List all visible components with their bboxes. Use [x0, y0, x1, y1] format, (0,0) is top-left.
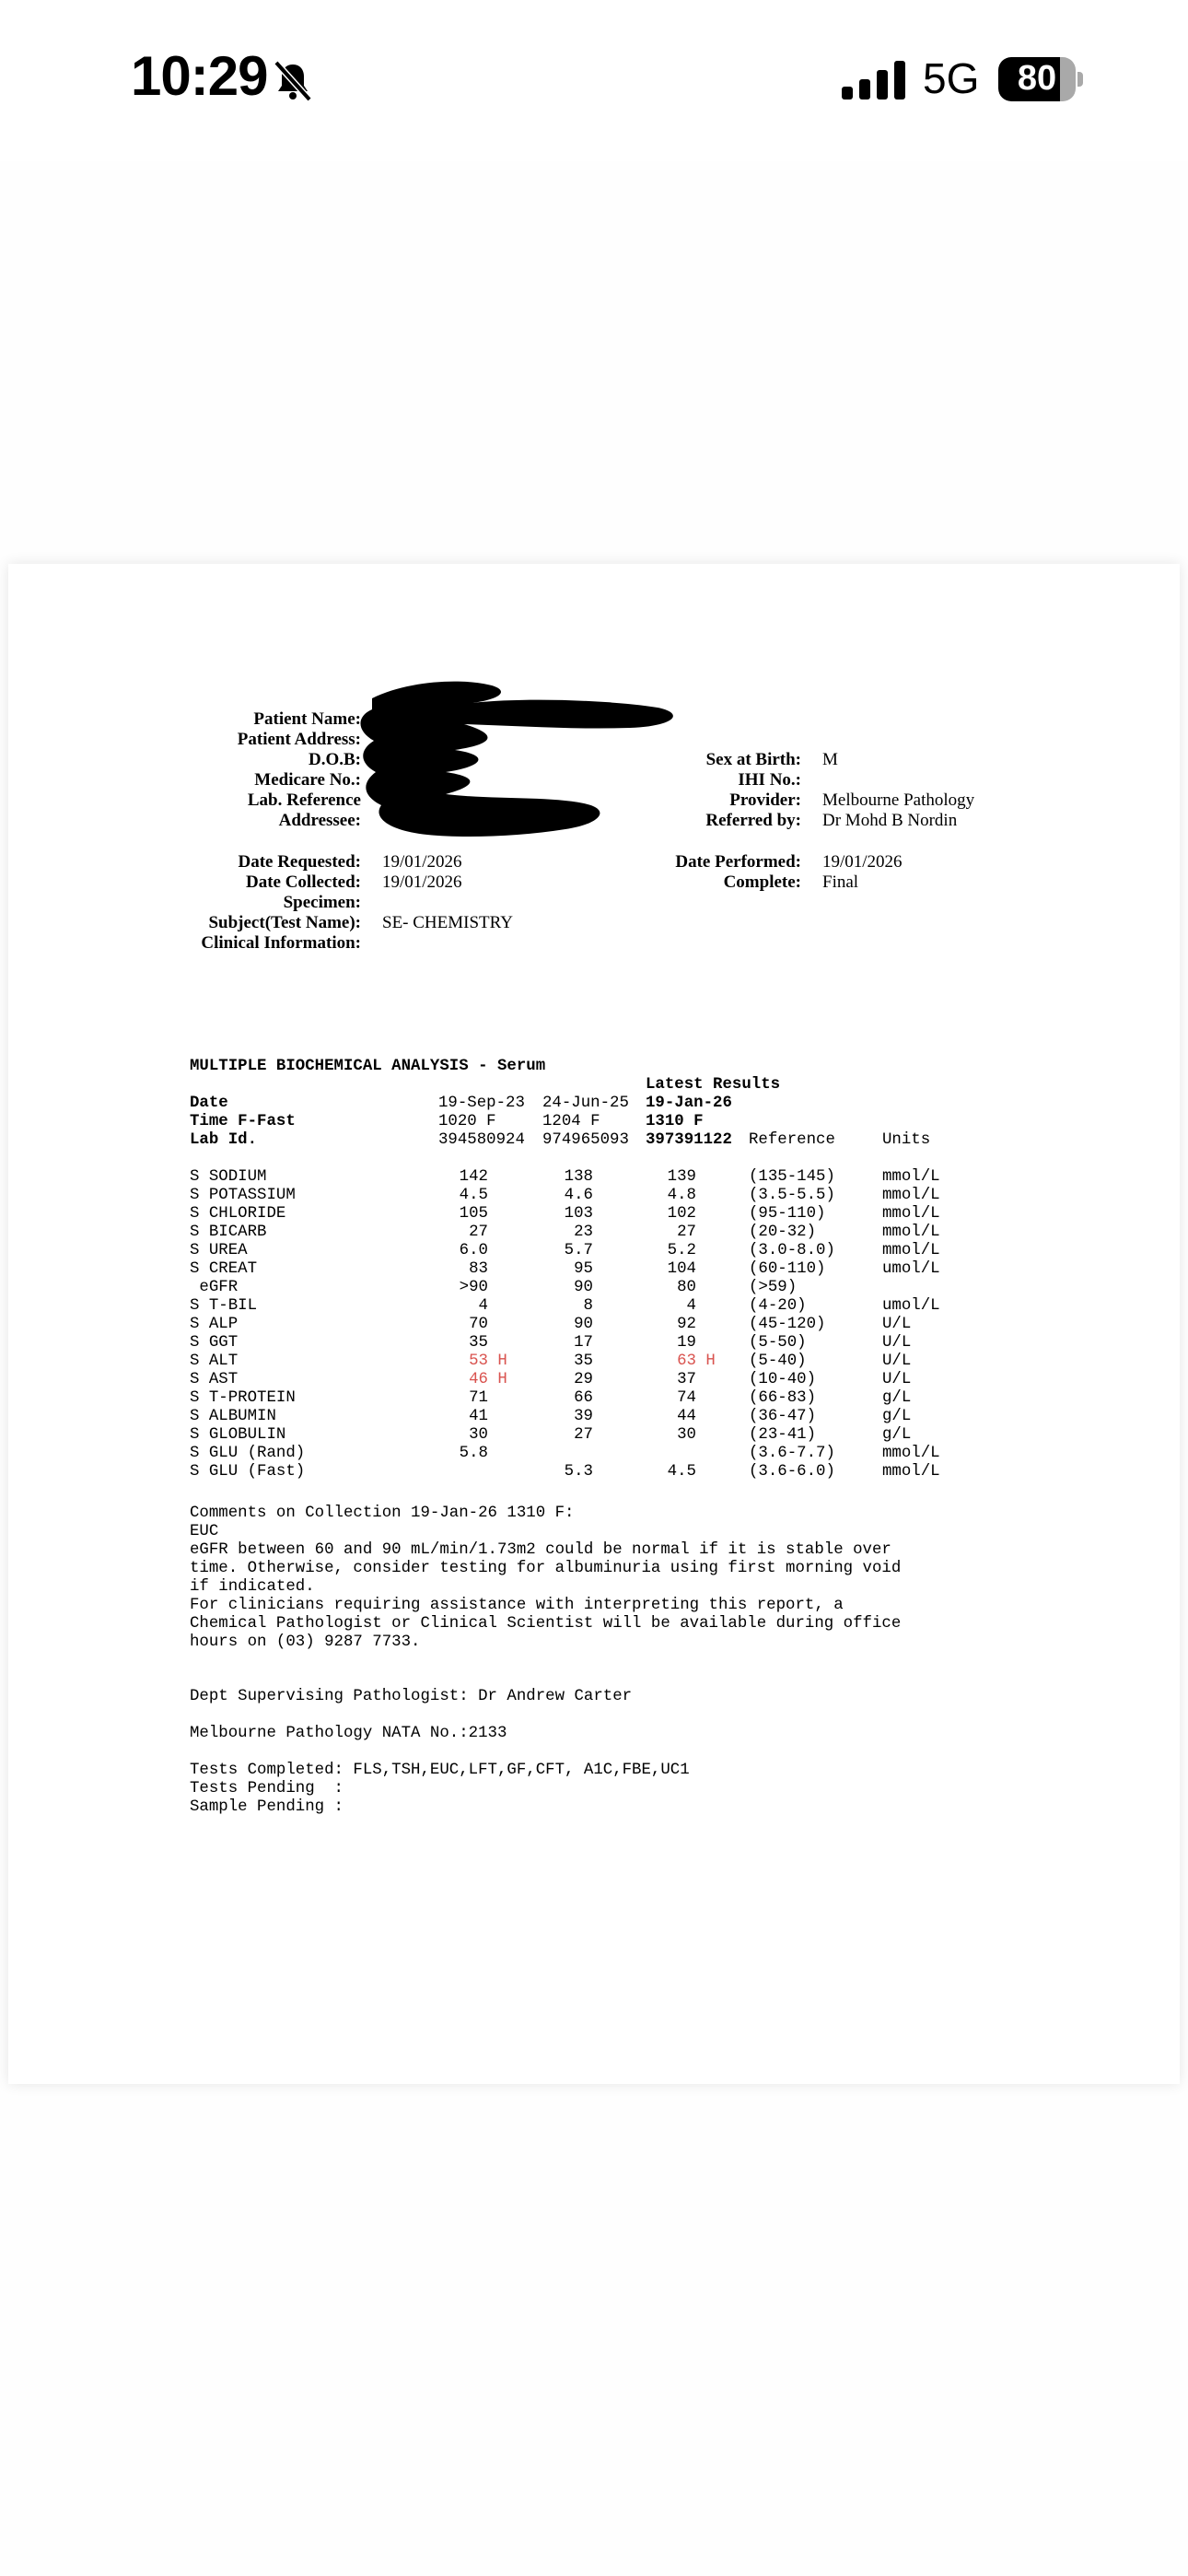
unit: mmol/L [882, 1224, 940, 1241]
result-value: 30 [469, 1426, 488, 1444]
redaction-scribble [354, 680, 685, 851]
patient-name-label: Patient Name: [253, 709, 361, 729]
result-value: 83 [469, 1260, 488, 1278]
unit: umol/L [882, 1297, 940, 1315]
reference-header: Reference [749, 1131, 835, 1149]
reference-range: (66-83) [749, 1389, 817, 1407]
network-type: 5G [923, 54, 980, 102]
unit: mmol/L [882, 1242, 940, 1259]
comment-line: Comments on Collection 19-Jan-26 1310 F: [190, 1505, 575, 1522]
test-name: S CREAT [190, 1260, 258, 1278]
reference-range: (5-50) [749, 1334, 807, 1352]
test-name: S T-PROTEIN [190, 1389, 296, 1407]
comment-line: if indicated. [190, 1578, 315, 1596]
sex-at-birth-value: M [822, 750, 838, 769]
result-value: 105 [459, 1205, 488, 1223]
tests-completed: Tests Completed: FLS,TSH,EUC,LFT,GF,CFT, A1C,FBE,UC1 [190, 1762, 690, 1779]
result-value: 5.2 [667, 1242, 696, 1259]
result-value: 63 H [677, 1352, 716, 1370]
labid-col-1: 394580924 [438, 1131, 525, 1149]
date-requested-value: 19/01/2026 [382, 852, 462, 872]
labid-row-label: Lab Id. [190, 1131, 258, 1149]
unit: U/L [882, 1352, 912, 1370]
result-value: 70 [469, 1316, 488, 1333]
unit: U/L [882, 1371, 912, 1388]
status-bar [0, 0, 1188, 161]
date-performed-value: 19/01/2026 [822, 852, 903, 872]
comment-line: For clinicians requiring assistance with interpreting this report, a [190, 1597, 844, 1614]
lab-reference-label: Lab. Reference [247, 790, 361, 810]
result-value: 139 [667, 1168, 696, 1186]
silent-bell-icon [269, 57, 317, 105]
result-value: 4.6 [564, 1187, 593, 1204]
reference-range: (23-41) [749, 1426, 817, 1444]
result-value: 30 [677, 1426, 696, 1444]
result-value: 5.7 [564, 1242, 593, 1259]
supervising-pathologist: Dept Supervising Pathologist: Dr Andrew Carter [190, 1688, 633, 1705]
labid-col-2: 974965093 [542, 1131, 629, 1149]
result-value: >90 [459, 1279, 488, 1296]
result-value: 29 [574, 1371, 593, 1388]
reference-range: (95-110) [749, 1205, 826, 1223]
date-col-3: 19-Jan-26 [646, 1095, 732, 1112]
reference-range: (3.6-7.7) [749, 1445, 835, 1462]
test-name: eGFR [190, 1279, 239, 1296]
nata-number: Melbourne Pathology NATA No.:2133 [190, 1725, 507, 1742]
result-value: 74 [677, 1389, 696, 1407]
comments-block [190, 1505, 901, 1652]
comment-line: eGFR between 60 and 90 mL/min/1.73m2 could be normal if it is stable over [190, 1541, 891, 1559]
result-value: 6.0 [459, 1242, 488, 1259]
date-performed-label: Date Performed: [675, 852, 801, 872]
specimen-label: Specimen: [283, 893, 361, 912]
referred-by-label: Referred by: [705, 811, 801, 830]
unit: mmol/L [882, 1168, 940, 1186]
result-value: 4.5 [459, 1187, 488, 1204]
result-value: 46 H [469, 1371, 507, 1388]
referred-by-value: Dr Mohd B Nordin [822, 811, 958, 830]
comment-line: EUC [190, 1523, 219, 1540]
sample-pending: Sample Pending : [190, 1798, 344, 1816]
test-name: S POTASSIUM [190, 1187, 296, 1204]
date-requested-label: Date Requested: [238, 852, 361, 872]
result-value: 92 [677, 1316, 696, 1333]
clinical-information-label: Clinical Information: [201, 933, 361, 953]
unit: g/L [882, 1408, 912, 1425]
date-collected-value: 19/01/2026 [382, 872, 462, 892]
reference-range: (60-110) [749, 1260, 826, 1278]
result-value: 4 [686, 1297, 696, 1315]
date-row-label: Date [190, 1095, 228, 1112]
result-value: 66 [574, 1389, 593, 1407]
test-name: S CHLORIDE [190, 1205, 286, 1223]
result-value: 4.5 [667, 1463, 696, 1481]
cellular-signal-icon [842, 61, 906, 100]
time-col-2: 1204 F [542, 1113, 600, 1130]
subject-label: Subject(Test Name): [208, 913, 361, 932]
battery-percent: 80 [1017, 59, 1057, 98]
result-value: 142 [459, 1168, 488, 1186]
time-row-label: Time F-Fast [190, 1113, 296, 1130]
result-value: 53 H [469, 1352, 507, 1370]
date-col-2: 24-Jun-25 [542, 1095, 629, 1112]
medicare-label: Medicare No.: [254, 770, 361, 790]
result-value: 103 [564, 1205, 593, 1223]
result-value: 23 [574, 1224, 593, 1241]
test-name: S SODIUM [190, 1168, 267, 1186]
reference-range: (20-32) [749, 1224, 817, 1241]
reference-range: (>59) [749, 1279, 798, 1296]
result-value: 90 [574, 1279, 593, 1296]
addressee-label: Addressee: [278, 811, 361, 830]
comment-line: time. Otherwise, consider testing for albuminuria using first morning void [190, 1560, 902, 1577]
result-value: 37 [677, 1371, 696, 1388]
subject-value: SE- CHEMISTRY [382, 913, 513, 932]
result-value: 27 [574, 1426, 593, 1444]
tests-pending: Tests Pending : [190, 1780, 344, 1797]
result-value: 27 [677, 1224, 696, 1241]
status-time: 10:29 [131, 45, 268, 107]
battery-icon [998, 57, 1083, 101]
result-value: 80 [677, 1279, 696, 1296]
unit: mmol/L [882, 1187, 940, 1204]
result-value: 27 [469, 1224, 488, 1241]
reference-range: (4-20) [749, 1297, 807, 1315]
unit: umol/L [882, 1260, 940, 1278]
ihi-label: IHI No.: [738, 770, 801, 790]
result-value: 19 [677, 1334, 696, 1352]
result-value: 90 [574, 1316, 593, 1333]
reference-range: (3.6-6.0) [749, 1463, 835, 1481]
complete-label: Complete: [723, 872, 801, 892]
report-title: MULTIPLE BIOCHEMICAL ANALYSIS - Serum [190, 1058, 546, 1075]
result-value: 138 [564, 1168, 593, 1186]
dob-label: D.O.B: [309, 750, 361, 769]
reference-range: (5-40) [749, 1352, 807, 1370]
result-value: 41 [469, 1408, 488, 1425]
patient-address-label: Patient Address: [237, 730, 361, 749]
result-value: 17 [574, 1334, 593, 1352]
result-value: 8 [583, 1297, 593, 1315]
test-name: S GLU (Rand) [190, 1445, 306, 1462]
reference-range: (45-120) [749, 1316, 826, 1333]
time-col-1: 1020 F [438, 1113, 496, 1130]
unit: mmol/L [882, 1463, 940, 1481]
unit: U/L [882, 1316, 912, 1333]
sex-at-birth-label: Sex at Birth: [705, 750, 801, 769]
reference-range: (36-47) [749, 1408, 817, 1425]
reference-range: (3.0-8.0) [749, 1242, 835, 1259]
date-collected-label: Date Collected: [245, 872, 361, 892]
test-name: S UREA [190, 1242, 248, 1259]
labid-col-3: 397391122 [646, 1131, 732, 1149]
test-name: S T-BIL [190, 1297, 258, 1315]
reference-range: (10-40) [749, 1371, 817, 1388]
result-value: 95 [574, 1260, 593, 1278]
unit: g/L [882, 1426, 912, 1444]
comment-line: hours on (03) 9287 7733. [190, 1633, 421, 1651]
complete-value: Final [822, 872, 859, 892]
test-name: S GLU (Fast) [190, 1463, 306, 1481]
result-value: 5.3 [564, 1463, 593, 1481]
test-name: S ALP [190, 1316, 239, 1333]
unit: g/L [882, 1389, 912, 1407]
result-value: 102 [667, 1205, 696, 1223]
result-value: 35 [574, 1352, 593, 1370]
result-value: 5.8 [459, 1445, 488, 1462]
unit: mmol/L [882, 1205, 940, 1223]
provider-label: Provider: [729, 790, 801, 810]
test-name: S BICARB [190, 1224, 267, 1241]
result-value: 44 [677, 1408, 696, 1425]
test-name: S AST [190, 1371, 239, 1388]
test-name: S GGT [190, 1334, 239, 1352]
test-name: S ALT [190, 1352, 239, 1370]
result-value: 35 [469, 1334, 488, 1352]
result-value: 71 [469, 1389, 488, 1407]
result-value: 39 [574, 1408, 593, 1425]
result-value: 4 [478, 1297, 488, 1315]
comment-line: Chemical Pathologist or Clinical Scientist will be available during office [190, 1615, 902, 1633]
result-value: 104 [667, 1260, 696, 1278]
reference-range: (135-145) [749, 1168, 835, 1186]
reference-range: (3.5-5.5) [749, 1187, 835, 1204]
latest-results-label: Latest Results [646, 1076, 781, 1094]
test-name: S GLOBULIN [190, 1426, 286, 1444]
test-name: S ALBUMIN [190, 1408, 276, 1425]
date-col-1: 19-Sep-23 [438, 1095, 525, 1112]
result-value: 4.8 [667, 1187, 696, 1204]
unit: U/L [882, 1334, 912, 1352]
units-header: Units [882, 1131, 931, 1149]
provider-value: Melbourne Pathology [822, 790, 975, 810]
unit: mmol/L [882, 1445, 940, 1462]
time-col-3: 1310 F [646, 1113, 704, 1130]
